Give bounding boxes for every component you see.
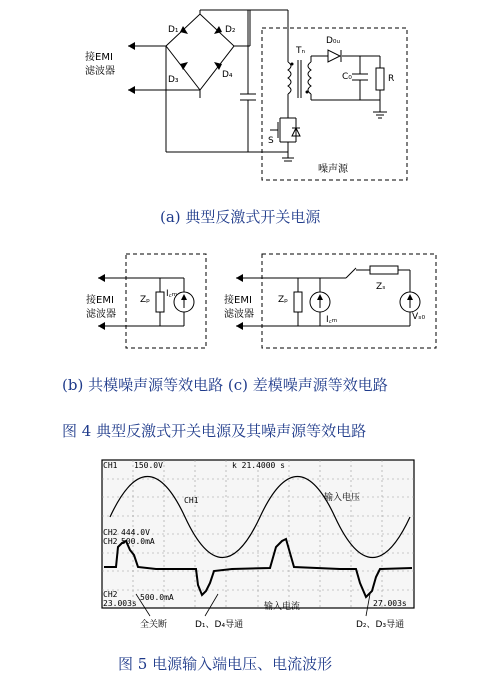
emi-label-line1: 接EMI (85, 52, 113, 63)
emi-label-b1: 接EMI (86, 295, 114, 306)
label-switch: S (268, 136, 274, 146)
label-zs: Zₛ (376, 282, 386, 292)
caption-bc: (b) 共模噪声源等效电路 (c) 差模噪声源等效电路 (62, 376, 388, 394)
caption-a: (a) 典型反激式开关电源 (160, 208, 321, 226)
scope-ch2-label: CH2 (103, 528, 118, 537)
label-idm: I꜀ₘ (326, 315, 338, 325)
scope-t-bottom-scale: 500.0mA (140, 593, 174, 602)
scope-ch1-scale: 150.0V (134, 461, 163, 470)
scope-t-end: 27.003s (373, 599, 407, 608)
flyback-circuit-diagram (0, 0, 492, 210)
scope-input-voltage: 输入电压 (324, 493, 361, 503)
emi-label-c1: 接EMI (224, 295, 252, 306)
label-r: R (388, 74, 395, 84)
label-dout: D₀ᵤ (326, 36, 341, 46)
label-zp-c: Zₚ (278, 295, 289, 305)
note-all-off: 全关断 (140, 620, 168, 630)
label-icm: I꜀ₘ (166, 289, 178, 299)
emi-label-b2: 滤波器 (86, 309, 116, 320)
label-d4: D₄ (222, 70, 233, 80)
note-d1d4-on: D₁、D₄导通 (195, 620, 244, 630)
figure-4-title: 图 4 典型反激式开关电源及其噪声源等效电路 (62, 422, 367, 440)
emi-label-c2: 滤波器 (224, 309, 254, 320)
scope-input-current: 输入电流 (264, 602, 301, 612)
scope-ch2-scale: 500.0mA (121, 537, 155, 546)
label-d3: D₃ (168, 75, 179, 85)
noise-source-label: 噪声源 (318, 164, 348, 175)
scope-ch1-mid: CH1 (184, 496, 199, 505)
label-d2: D₂ (225, 25, 236, 35)
label-d1: D₁ (168, 25, 179, 35)
label-cout: C₀ (342, 72, 352, 82)
annotation-pointers (0, 590, 492, 630)
label-vdm: Vₛ₀ (412, 312, 426, 322)
note-d2d3-on: D₂、D₃导通 (356, 620, 405, 630)
emi-label-line2: 滤波器 (85, 66, 115, 77)
scope-ch1-label: CH1 (103, 461, 118, 470)
scope-ch2-bottom: CH2 (103, 590, 118, 599)
scope-timebase: k 21.4000 s (232, 461, 285, 470)
label-transformer: Tₙ (296, 46, 306, 56)
scope-ch2-marker: 444.0V (121, 528, 150, 537)
scope-t-start: 23.003s (103, 599, 137, 608)
scope-ch2-mid: CH2 (103, 537, 118, 546)
label-zp-b: Zₚ (140, 295, 151, 305)
figure-5-title: 图 5 电源输入端电压、电流波形 (118, 655, 333, 673)
